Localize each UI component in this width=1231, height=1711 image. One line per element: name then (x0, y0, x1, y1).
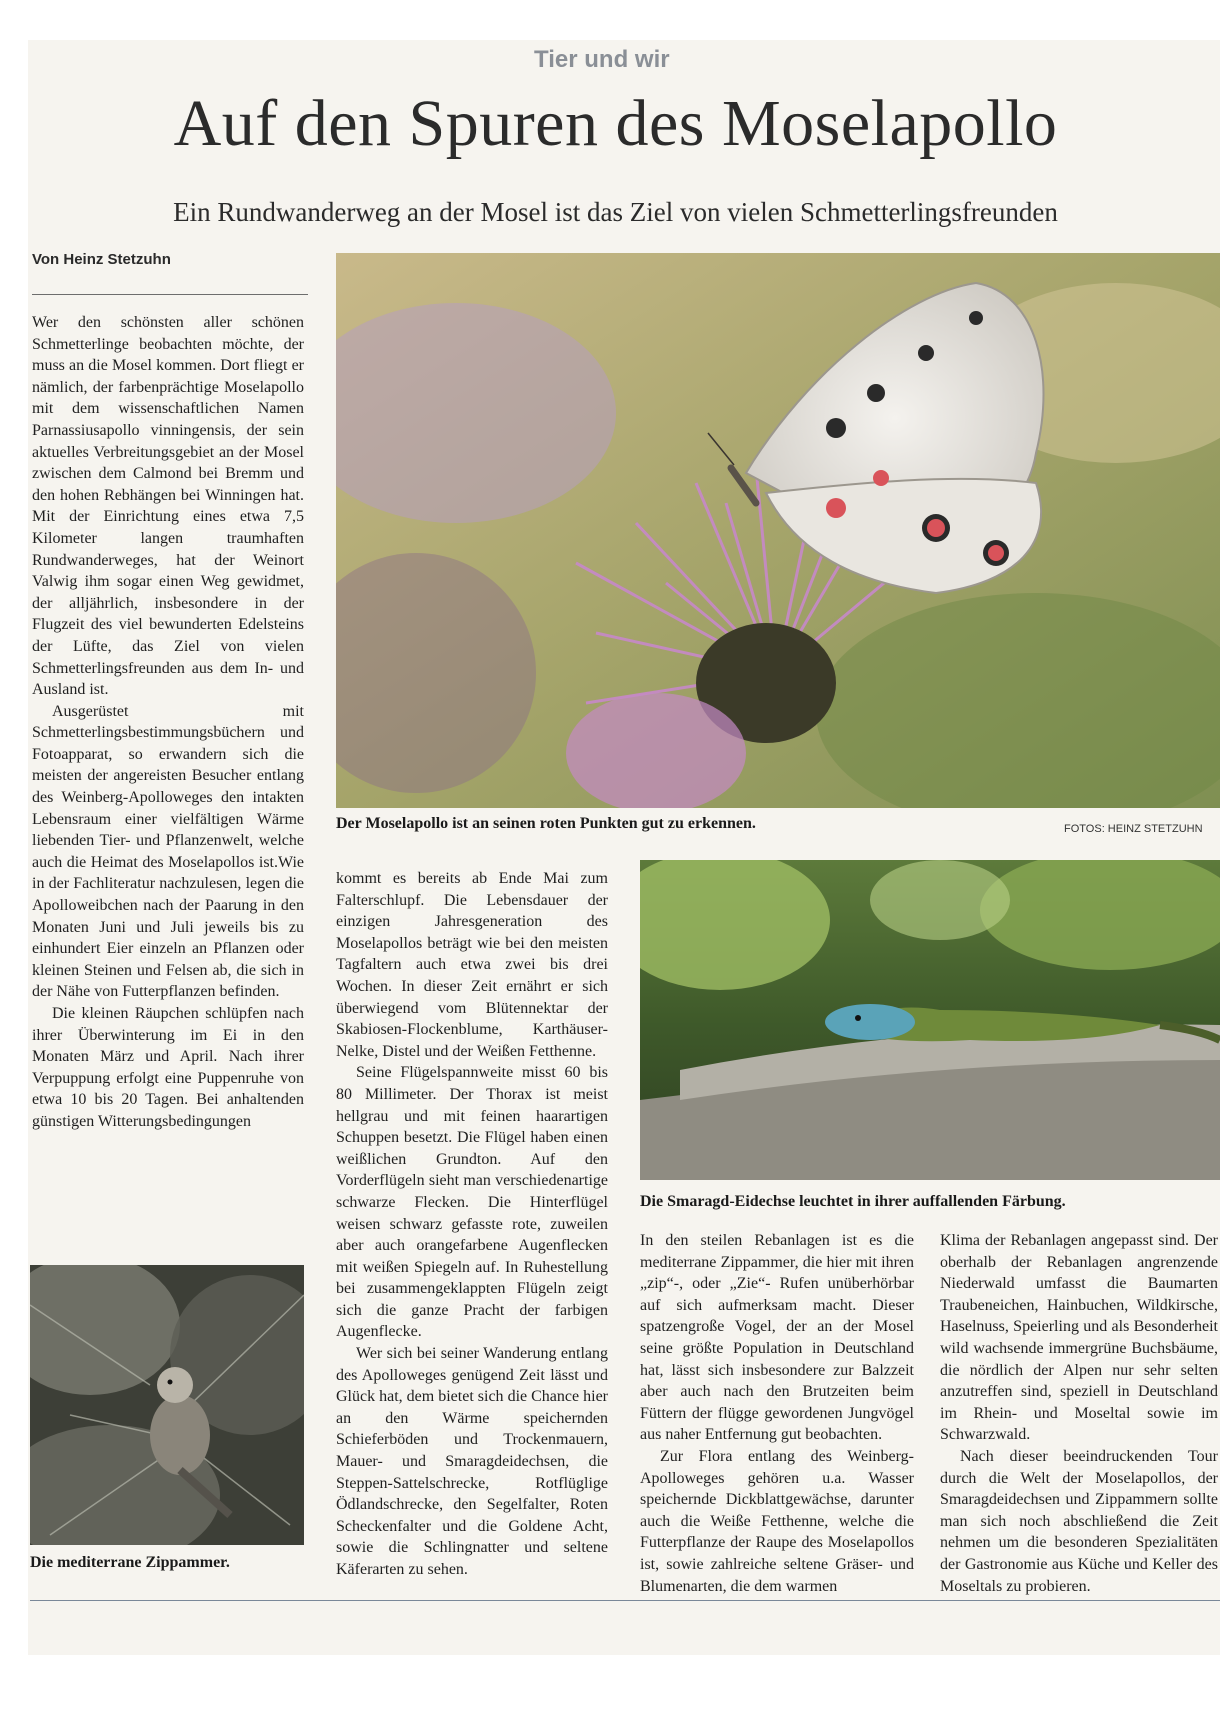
butterfly-caption: Der Moselapollo ist an seinen roten Punkten gut zu erkennen. (336, 815, 756, 832)
paragraph: Klima der Rebanlagen angepasst sind. Der oberhalb der Rebanlagen angrenzende Niederwald umfasst die Baumarten Traubeneichen, Hainbuchen, Wildkirsche, Haselnuss, Speierling und als Besonderheit wild wachsende immergrüne Buchsbäume, die nördlich der Alpen nur sehr selten anzutreffen sind, speziell in Deutschland im Rhein- und Moseltal sowie im Schwarzwald. (940, 1232, 1218, 1444)
paragraph: Seine Flügelspannweite misst 60 bis 80 Millimeter. Der Thorax ist meist hellgrau und mit feinen haarartigen Schuppen besetzt. Die Flügel haben einen weißlichen Grundton. Auf den Vorderflügeln sieht man verschiedenartige schwarze Flecken. Die Hinterflügel weisen schwarz gefasste rote, zuweilen aber auch orangefarbene Augenflecken mit weißen Spiegeln auf. In Ruhestellung bei zusammengeklappten Flügeln zeigt sich die ganze Pracht der farbigen Augenflecke. (336, 1064, 608, 1341)
paragraph: In den steilen Rebanlagen ist es die mediterrane Zippammer, die hier mit ihren „zip“-, oder „Zie“- Rufen unüberhörbar auf sich aufmerksam macht. Dieser spatzengroße Vogel, der an der Mosel seine größte Population in Deutschland hat, lässt sich insbesondere zur Balzzeit aber auch nach den Brutzeiten beim Füttern der flügge gewordenen Jungvögel aus naher Entfernung gut beobachten. (640, 1232, 914, 1444)
lizard-caption: Die Smaragd-Eidechse leuchtet in ihrer auffallenden Färbung. (640, 1193, 1066, 1210)
paragraph: kommt es bereits ab Ende Mai zum Falterschlupf. Die Lebensdauer der einzigen Jahresgeneration des Moselapollos beträgt wie bei den meisten Tagfaltern auch etwa zwei bis drei Wochen. In dieser Zeit ernährt er sich überwiegend vom Blütennektar der Skabiosen-Flockenblume, Karthäuser-Nelke, Distel und der Weißen Fetthenne. (336, 870, 608, 1060)
subheadline: Ein Rundwanderweg an der Mosel ist das Ziel von vielen Schmetterlingsfreunden (173, 197, 1058, 227)
lizard-photo (640, 860, 1220, 1180)
paragraph: Ausgerüstet mit Schmetterlingsbestimmungsbüchern und Fotoapparat, so erwandern sich die meisten der angereisten Besucher entlang des Weinberg-Apolloweges den intakten Lebensraum einer vielfältigen Wärme liebenden Tier- und Pflanzenwelt, welche auch die Heimat des Moselapollos ist.Wie in der Fachliteratur nachzulesen, legen die Apolloweibchen nach der Paarung in den Monaten Juni und Juli jeweils bis zu einhundert Eier einzeln an Pflanzen oder kleinen Steinen und Felsen ab, die sich in der Nähe von Futterpflanzen befinden. (32, 702, 304, 1001)
headline: Auf den Spuren des Moselapollo (173, 87, 1058, 160)
butterfly-on-thistle-icon (336, 253, 1220, 808)
lizard-on-stone-icon (640, 860, 1220, 1180)
bird-caption: Die mediterrane Zippammer. (30, 1554, 230, 1571)
bird-in-bush-icon (30, 1265, 304, 1545)
butterfly-photo (336, 253, 1220, 808)
paragraph: Zur Flora entlang des Weinberg-Apolloweges gehören u.a. Wasser speichernde Dickblattgewächse, darunter auch die Weiße Fetthenne, welche die Futterpflanze der Raupe des Moselapollos ist, sowie zahlreiche seltene Gräser- und Blumenarten, die dem warmen (640, 1447, 914, 1595)
bottom-rule (30, 1600, 1220, 1601)
paragraph: Nach dieser beeindruckenden Tour durch die Welt der Moselapollos, der Smaragdeidechsen und Zippammern sollte man sich noch abschließend die Zeit nehmen um die besonderen Spezialitäten der Gastronomie aus Küche und Keller des Moseltals zu probieren. (940, 1447, 1218, 1595)
paragraph: Wer den schönsten aller schönen Schmetterlinge beobachten möchte, der muss an die Mosel kommen. Dort fliegt er nämlich, der farbenprächtige Moselapollo mit dem wissenschaftlichen Namen Parnassiusapollo vinningensis, der sein aktuelles Verbreitungsgebiet an der Mosel zwischen dem Calmond bei Bremm und den hohen Rebhängen bei Winningen hat. Mit der Einrichtung eines etwa 7,5 Kilometer langen traumhaften Rundwanderweges, hat der Weinort Valwig ihm sogar einen Weg gewidmet, der alljährlich, insbesondere in der Flugzeit des viel bewunderten Edelsteins der Lüfte, das Ziel von vielen Schmetterlingsfreunden aus dem In- und Ausland ist. (32, 314, 304, 699)
article-column-1 (32, 312, 304, 1133)
article-column-3 (640, 1230, 914, 1597)
article-column-2 (336, 868, 608, 1581)
photo-credit: FOTOS: HEINZ STETZUHN (1064, 823, 1203, 835)
paragraph: Die kleinen Räupchen schlüpfen nach ihrer Überwinterung im Ei in den Monaten März und April. Nach ihrer Verpuppung erfolgt eine Puppenruhe von etwa 10 bis 20 Tagen. Bei anhaltenden günstigen Witterungsbedingungen (32, 1005, 304, 1130)
byline: Von Heinz Stetzuhn (32, 251, 171, 268)
paragraph: Wer sich bei seiner Wanderung entlang des Apolloweges genügend Zeit lässt und Glück hat, dem bietet sich die Chance hier an den Wärme speichernden Schieferböden und Trockenmauern, Mauer- und Smaragdeidechsen, die Steppen-Sattelschrecke, Rotflüglige Ödlandschrecke, den Segelfalter, Roten Scheckenfalter und die Goldene Acht, sowie die Schlingnatter und seltene Käferarten zu sehen. (336, 1345, 608, 1578)
article-column-4 (940, 1230, 1218, 1597)
bird-photo (30, 1265, 304, 1545)
section-label: Tier und wir (534, 46, 670, 73)
byline-rule (32, 294, 308, 295)
